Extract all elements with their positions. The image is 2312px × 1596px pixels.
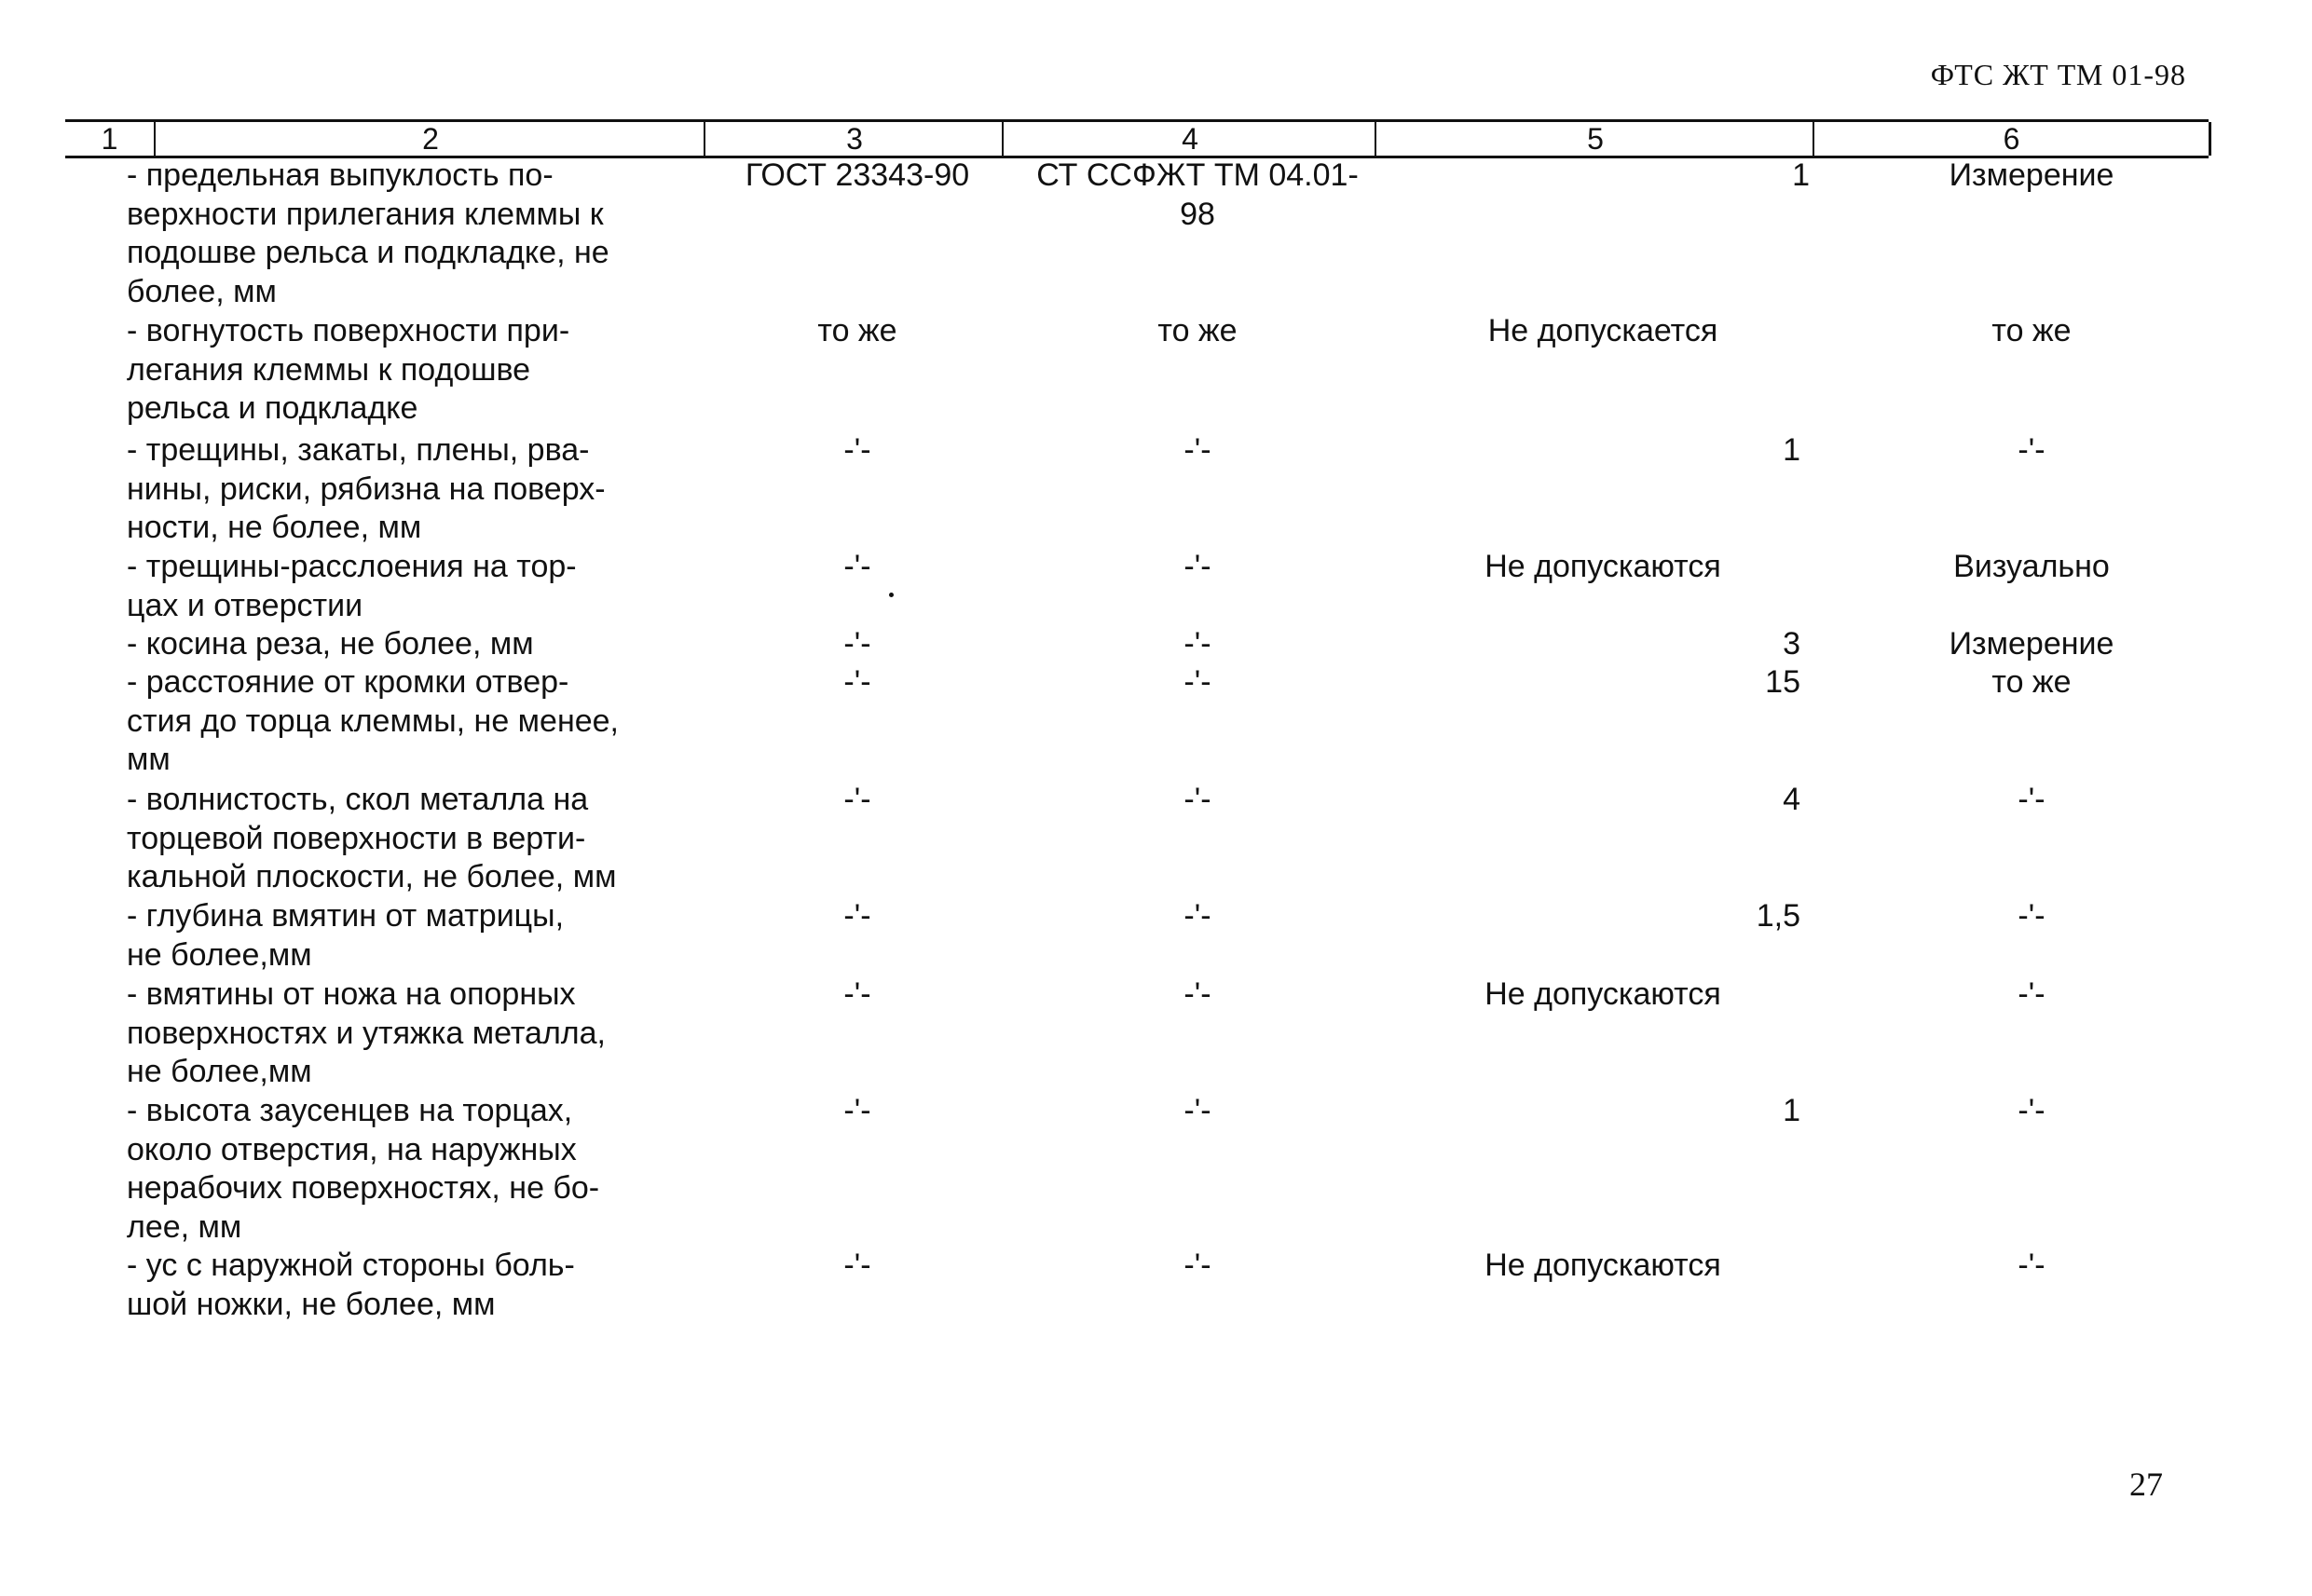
value: 1 [1792,157,1810,193]
method: -'- [2018,898,2045,934]
table-header-row [65,119,2209,158]
value: 15 [1765,664,1800,700]
document-code: ФТС ЖТ ТМ 01-98 [1930,58,2186,91]
column-header-3: 3 [704,122,1004,156]
method: то же [1991,313,2072,348]
norm-doc: -'- [843,664,871,700]
method: Измерение [1949,626,2114,662]
column-header-1: 1 [101,122,118,156]
test-doc: -'- [1183,898,1211,934]
parameter-text: - косина реза, не более, мм [127,626,534,662]
column-header-6: 6 [1813,122,2211,156]
test-doc: -'- [1183,549,1211,584]
test-doc: -'- [1183,432,1211,468]
test-doc: -'- [1183,664,1211,700]
norm-doc: -'- [843,1093,871,1128]
norm-doc: -'- [843,898,871,934]
norm-doc: -'- [843,1248,871,1283]
value: 1,5 [1756,898,1800,934]
test-doc: то же [1157,313,1238,348]
column-header-2: 2 [154,122,705,156]
test-doc: -'- [1183,1093,1211,1128]
column-header-5: 5 [1375,122,1814,156]
value: Не допускаются [1484,549,1721,584]
column-header-4: 4 [1002,122,1376,156]
parameter-text: - волнистость, скол металла на торцевой поверхности в верти- кальной плоскости, не более, мм [127,782,617,894]
method: -'- [2018,976,2045,1012]
test-doc: -'- [1183,626,1211,662]
norm-doc: -'- [843,976,871,1012]
parameter-text: - трещины, закаты, плены, рва- нины, риски, рябизна на поверх- ности, не более, мм [127,432,606,545]
parameter-text: - ус с наружной стороны боль- шой ножки, не более, мм [127,1248,575,1322]
method: Визуально [1953,549,2110,584]
parameter-text: - вогнутость поверхности при- легания клеммы к подошве рельса и подкладке [127,313,570,426]
norm-doc: -'- [843,782,871,817]
norm-doc: -'- [843,626,871,662]
value: 1 [1783,432,1800,468]
norm-doc: -'- [843,549,871,584]
parameter-text: - предельная выпуклость по- верхности прилегания клеммы к подошве рельса и подкладке, не более, мм [127,157,609,309]
scan-speck [889,593,894,597]
value: 3 [1783,626,1800,662]
method: -'- [2018,1093,2045,1128]
norm-doc: то же [817,313,897,348]
parameter-text: - трещины-расслоения на тор- цах и отверстии [127,549,577,623]
test-doc: СТ ССФЖТ ТМ 04.01- 98 [1036,157,1359,232]
method: -'- [2018,432,2045,468]
method: Измерение [1949,157,2114,193]
value: 1 [1783,1093,1800,1128]
parameter-text: - расстояние от кромки отвер- стия до торца клеммы, не менее, мм [127,664,619,777]
method: то же [1991,664,2072,700]
parameter-text: - высота заусенцев на торцах, около отверстия, на наружных нерабочих поверхностях, не бо- лее, мм [127,1093,600,1245]
value: Не допускаются [1484,1248,1721,1283]
method: -'- [2018,1248,2045,1283]
page-number: 27 [2129,1466,2163,1503]
test-doc: -'- [1183,976,1211,1012]
norm-doc: ГОСТ 23343-90 [745,157,970,193]
value: Не допускаются [1484,976,1721,1012]
test-doc: -'- [1183,782,1211,817]
method: -'- [2018,782,2045,817]
parameter-text: - глубина вмятин от матрицы, не более,мм [127,898,565,973]
value: Не допускается [1487,313,1718,348]
test-doc: -'- [1183,1248,1211,1283]
norm-doc: -'- [843,432,871,468]
value: 4 [1783,782,1800,817]
parameter-text: - вмятины от ножа на опорных поверхностях и утяжка металла, не более,мм [127,976,606,1089]
